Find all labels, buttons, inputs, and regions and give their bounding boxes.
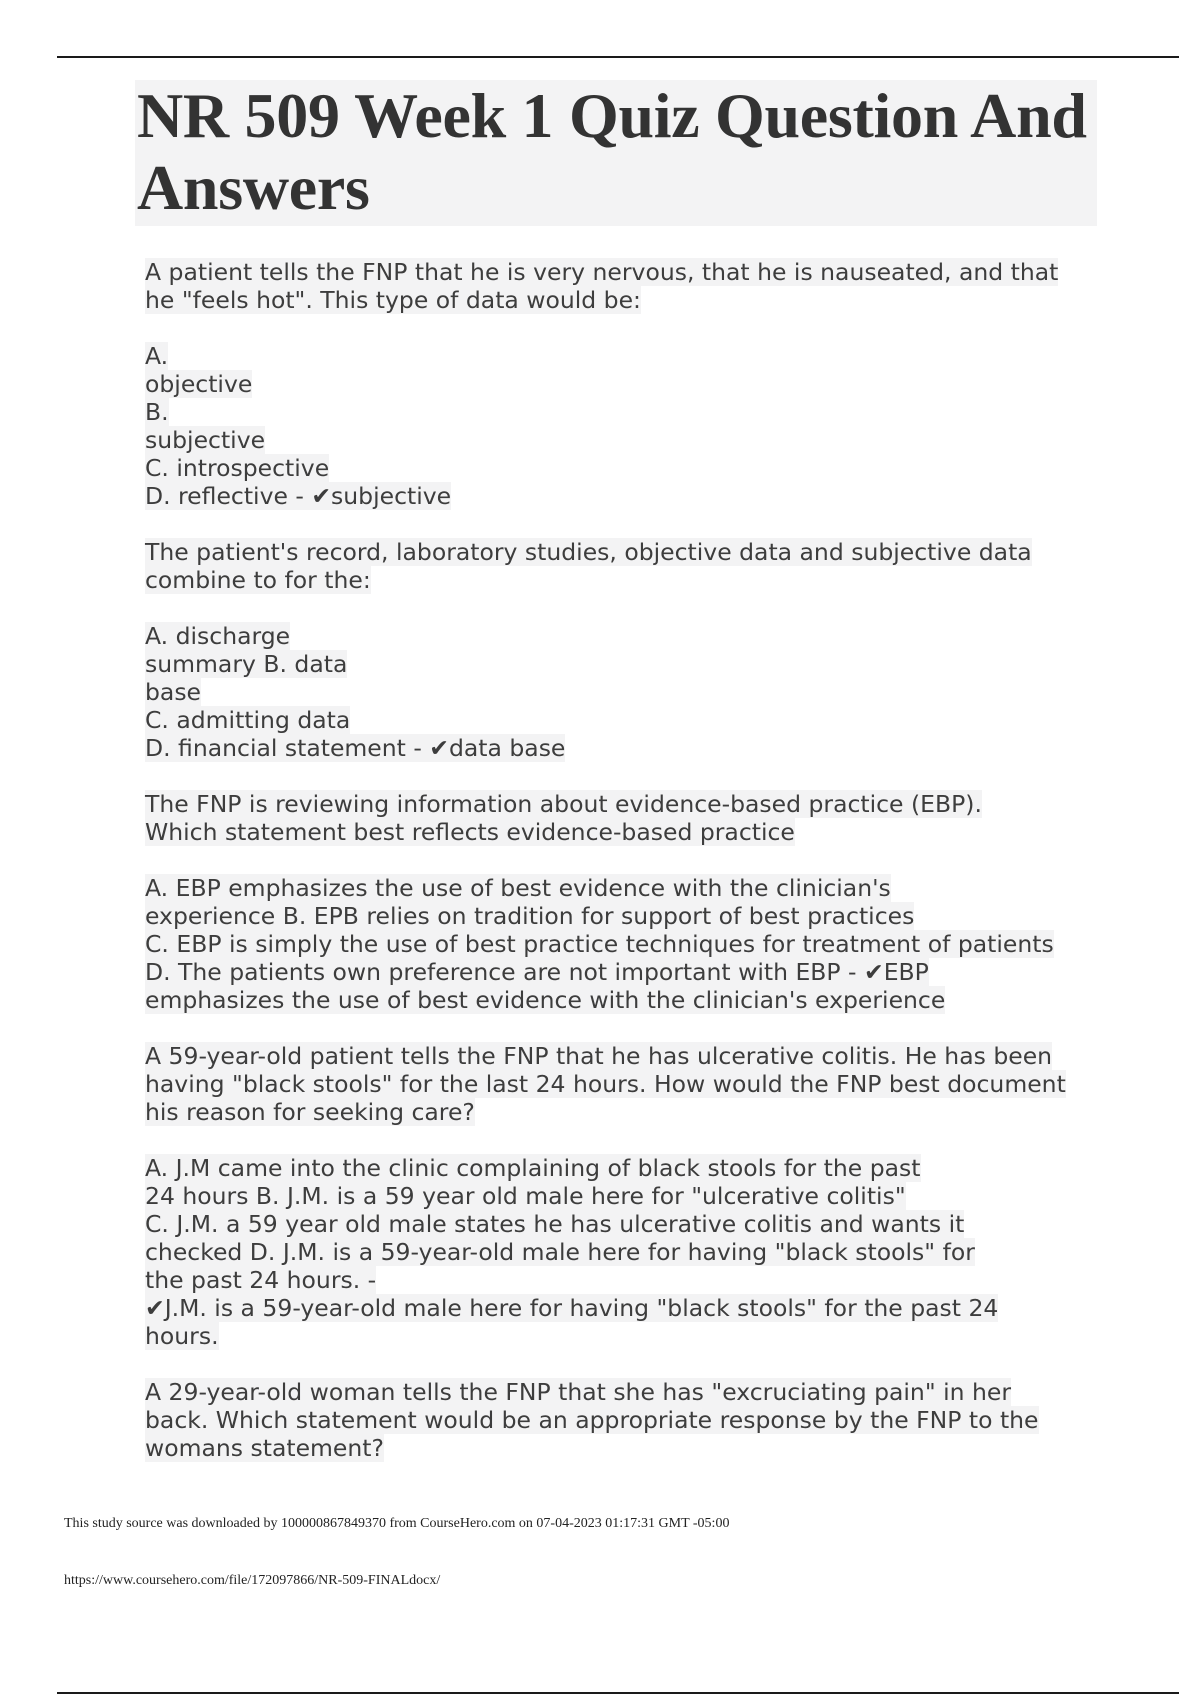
answer-option-line: D. financial statement - ✔data base (145, 734, 566, 762)
answer-option-line: summary B. data (145, 650, 348, 678)
spacer (145, 314, 1105, 342)
spacer (145, 1126, 1105, 1154)
answer-option-line: hours. (145, 1322, 219, 1350)
spacer (145, 1014, 1105, 1042)
download-note: This study source was downloaded by 100000867849370 from CourseHero.com on 07-04-2023 01:17:31 GMT -05:00 (64, 1516, 730, 1531)
question-prompt-line: A 29-year-old woman tells the FNP that she has "excruciating pain" in her (145, 1378, 1012, 1406)
answer-option-line: A. EBP emphasizes the use of best evidence with the clinician's (145, 874, 891, 902)
answer-option-line: A. discharge (145, 622, 291, 650)
answer-option-line: ✔J.M. is a 59-year-old male here for having "black stools" for the past 24 (145, 1294, 999, 1322)
answer-option-line: C. introspective (145, 454, 330, 482)
question-prompt-line: womans statement? (145, 1434, 384, 1462)
question-prompt-line: Which statement best reflects evidence-based practice (145, 818, 795, 846)
answer-option-line: D. reflective - ✔subjective (145, 482, 452, 510)
spacer (145, 510, 1105, 538)
answer-option-line: objective (145, 370, 253, 398)
answer-option-line: 24 hours B. J.M. is a 59 year old male here for "ulcerative colitis" (145, 1182, 906, 1210)
question-prompt-line: A 59-year-old patient tells the FNP that he has ulcerative colitis. He has been (145, 1042, 1053, 1070)
top-rule (57, 56, 1179, 58)
answer-option-line: experience B. EPB relies on tradition for support of best practices (145, 902, 915, 930)
question-prompt-line: he "feels hot". This type of data would be: (145, 286, 641, 314)
page-title (137, 80, 1095, 224)
answer-option-line: checked D. J.M. is a 59-year-old male here for having "black stools" for (145, 1238, 975, 1266)
answer-option-line: B. (145, 398, 169, 426)
spacer (145, 762, 1105, 790)
answer-option-line: A. J.M came into the clinic complaining of black stools for the past (145, 1154, 921, 1182)
question-block (145, 762, 1105, 1014)
answer-option-line: C. EBP is simply the use of best practice techniques for treatment of patients (145, 930, 1054, 958)
answer-option-line: D. The patients own preference are not important with EBP - ✔EBP (145, 958, 929, 986)
question-prompt-line: his reason for seeking care? (145, 1098, 475, 1126)
answer-option-line: base (145, 678, 202, 706)
question-block (145, 1350, 1105, 1462)
answer-option-line: the past 24 hours. - (145, 1266, 377, 1294)
question-prompt-line: The FNP is reviewing information about evidence-based practice (EBP). (145, 790, 982, 818)
answer-option-line: subjective (145, 426, 266, 454)
question-prompt-line: back. Which statement would be an appropriate response by the FNP to the (145, 1406, 1039, 1434)
spacer (145, 594, 1105, 622)
source-url: https://www.coursehero.com/file/172097866/NR-509-FINALdocx/ (64, 1573, 441, 1588)
bottom-rule (57, 1692, 1179, 1694)
question-prompt-line: having "black stools" for the last 24 hours. How would the FNP best document (145, 1070, 1066, 1098)
question-block (145, 510, 1105, 762)
spacer (145, 846, 1105, 874)
title-block (135, 80, 1097, 226)
title-line: NR 509 Week 1 Quiz Question And (137, 80, 1087, 151)
title-line: Answers (137, 152, 370, 223)
answer-option-line: emphasizes the use of best evidence with the clinician's experience (145, 986, 946, 1014)
spacer (145, 1350, 1105, 1378)
answer-option-line: A. (145, 342, 169, 370)
question-block (145, 1014, 1105, 1350)
question-block (145, 258, 1105, 510)
answer-option-line: C. J.M. a 59 year old male states he has ulcerative colitis and wants it (145, 1210, 965, 1238)
question-prompt-line: A patient tells the FNP that he is very nervous, that he is nauseated, and that (145, 258, 1059, 286)
quiz-content (145, 258, 1105, 1462)
question-prompt-line: combine to for the: (145, 566, 371, 594)
question-prompt-line: The patient's record, laboratory studies, objective data and subjective data (145, 538, 1032, 566)
answer-option-line: C. admitting data (145, 706, 351, 734)
